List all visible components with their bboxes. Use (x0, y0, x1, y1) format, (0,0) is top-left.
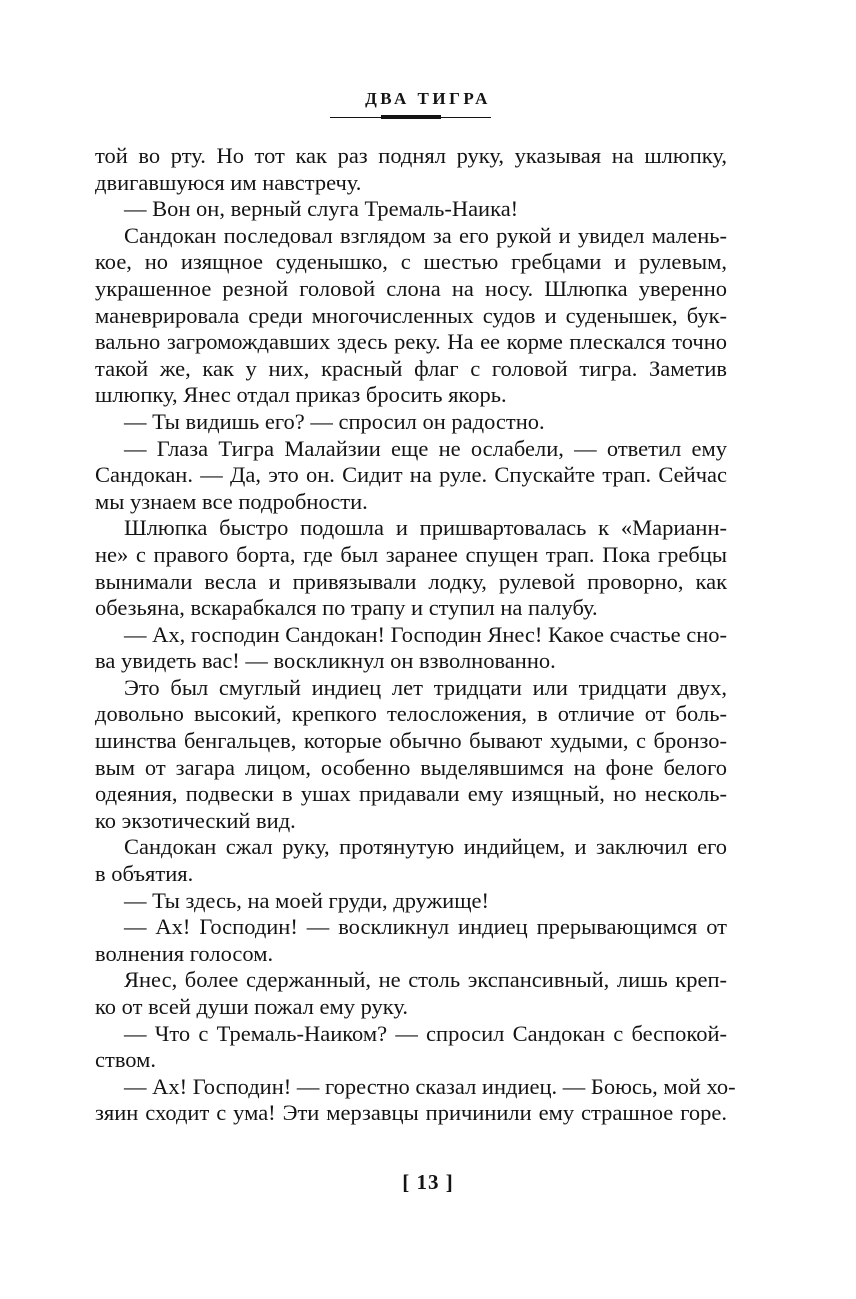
text-line: вынимали весла и привязывали лодку, рулевой проворно, как (95, 568, 727, 594)
text-line: — Ах, господин Сандокан! Господин Янес! Какое счастье сно- (124, 621, 727, 647)
text-line: вым от загара лицом, особенно выделявшимся на фоне белого (95, 754, 727, 780)
text-line: — Вон он, верный слуга Тремаль-Наика! (124, 196, 519, 222)
running-head: ДВА ТИГРА (365, 89, 491, 108)
text-line: кое, но изящное суденышко, с шестью гребцами и рулевым, (95, 249, 727, 275)
text-line: шлюпку, Янес отдал приказ бросить якорь. (95, 382, 507, 408)
text-line: Сандокан последовал взглядом за его рукой и увидел малень- (124, 222, 727, 248)
text-line: шинства бенгальцев, которые обычно бывают худыми, с бронзо- (95, 728, 727, 754)
text-line: Сандокан. — Да, это он. Сидит на руле. Спускайте трап. Сейчас (95, 462, 727, 488)
text-line: ва увидеть вас! — воскликнул он взволнованно. (95, 648, 556, 674)
text-line: Сандокан сжал руку, протянутую индийцем, и заключил его (124, 834, 727, 860)
text-line: — Ах! Господин! — воскликнул индиец прерывающимся от (124, 914, 727, 940)
text-line: — Ах! Господин! — горестно сказал индиец. — Боюсь, мой хо- (124, 1073, 736, 1099)
text-line: ко экзотический вид. (95, 807, 296, 833)
text-line: волнения голосом. (95, 940, 274, 966)
text-line: не» с правого борта, где был заранее спущен трап. Пока гребцы (95, 541, 727, 567)
text-line: Янес, более сдержанный, не столь экспансивный, лишь креп- (124, 967, 727, 993)
text-line: в объятия. (95, 861, 194, 887)
page-number: [ 13 ] (402, 1170, 454, 1194)
text-line: украшенное резной головой слона на носу. Шлюпка уверенно (95, 275, 727, 301)
text-line: обезьяна, вскарабкался по трапу и ступил на палубу. (95, 595, 598, 621)
text-line: одеяния, подвески в ушах придавали ему изящный, но несколь- (95, 781, 727, 807)
text-line: Шлюпка быстро подошла и пришвартовалась к «Марианн- (124, 515, 727, 541)
text-line: — Ты здесь, на моей груди, дружище! (124, 887, 490, 913)
text-line: такой же, как у них, красный флаг с головой тигра. Заметив (95, 355, 727, 381)
text-line: зяин сходит с ума! Эти мерзавцы причинили ему страшное горе. (95, 1100, 727, 1126)
text-line: той во рту. Но тот как раз поднял руку, указывая на шлюпку, (95, 143, 727, 168)
text-line: Это был смуглый индиец лет тридцати или тридцати двух, (124, 674, 727, 700)
text-line: вально загромождавших здесь реку. На ее корме плескался точно (95, 329, 727, 355)
text-line: ко от всей души пожал ему руку. (95, 994, 409, 1019)
text-line: мы узнаем все подробности. (95, 488, 368, 514)
text-line: — Что с Тремаль-Наиком? — спросил Сандокан с беспокой- (124, 1020, 727, 1046)
running-head-rule-ornament (381, 115, 441, 119)
text-line: ством. (95, 1047, 156, 1073)
text-line: — Ты видишь его? — спросил он радостно. (124, 408, 545, 434)
text-line: маневрировала среди многочисленных судов и суденышек, бук- (95, 302, 727, 328)
body-text (95, 143, 736, 1127)
text-line: — Глаза Тигра Малайзии еще не ослабели, — ответил ему (124, 435, 727, 461)
text-line: двигавшуюся им навстречу. (95, 169, 362, 195)
text-line: довольно высокий, крепкого телосложения, в отличие от боль- (95, 701, 727, 727)
